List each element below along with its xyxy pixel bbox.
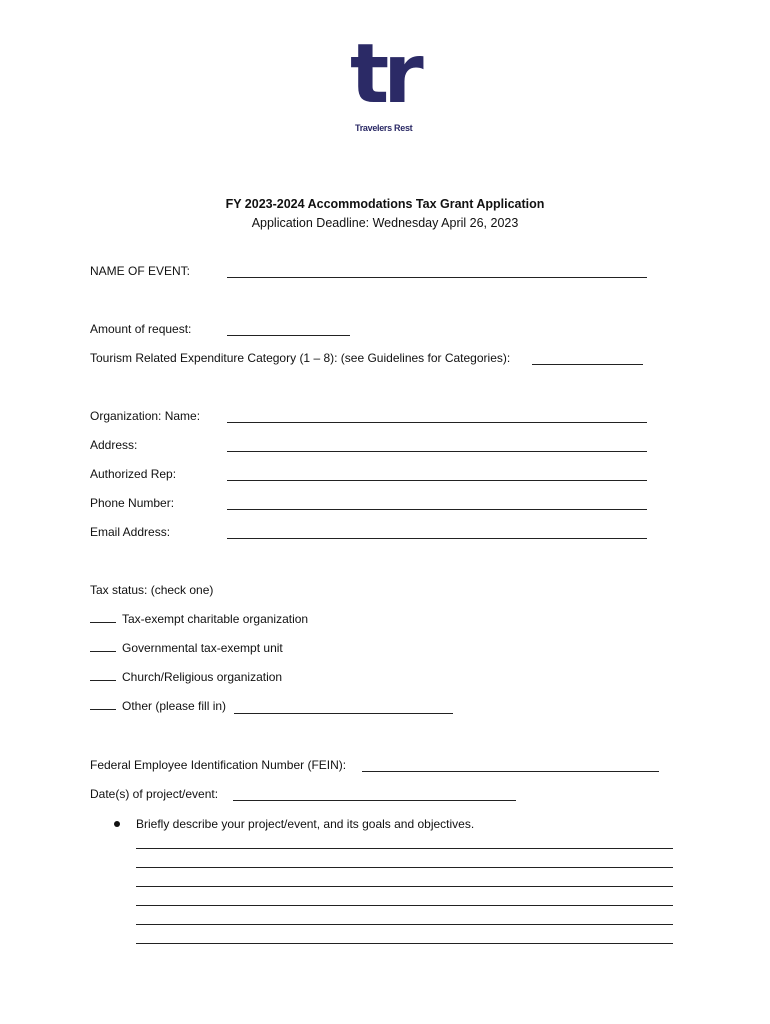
tax-option-other[interactable] bbox=[90, 699, 226, 713]
phone-label: Phone Number: bbox=[90, 496, 175, 510]
checkbox-blank[interactable] bbox=[90, 670, 116, 681]
rep-field[interactable] bbox=[227, 480, 647, 481]
address-label: Address: bbox=[90, 438, 138, 452]
event-name-field[interactable] bbox=[227, 277, 647, 278]
other-fill-field[interactable] bbox=[234, 713, 453, 714]
category-field[interactable] bbox=[532, 364, 643, 365]
tax-option-label: Tax-exempt charitable organization bbox=[122, 612, 309, 626]
tax-option-church[interactable] bbox=[90, 670, 282, 684]
travelers-rest-logo bbox=[340, 27, 430, 138]
describe-line[interactable] bbox=[136, 943, 673, 944]
amount-label: Amount of request: bbox=[90, 322, 192, 336]
checkbox-blank[interactable] bbox=[90, 699, 116, 710]
dates-field[interactable] bbox=[233, 800, 516, 801]
fein-field[interactable] bbox=[362, 771, 659, 772]
describe-line[interactable] bbox=[136, 924, 673, 925]
tax-option-label: Governmental tax-exempt unit bbox=[122, 641, 283, 655]
rep-label: Authorized Rep: bbox=[90, 467, 177, 481]
tax-option-label: Other (please fill in) bbox=[122, 699, 227, 713]
fein-label: Federal Employee Identification Number (FEIN): bbox=[90, 758, 347, 772]
describe-line[interactable] bbox=[136, 905, 673, 906]
tax-status-label: Tax status: (check one) bbox=[90, 583, 214, 597]
page-title: FY 2023-2024 Accommodations Tax Grant Application bbox=[225, 197, 545, 211]
logo-name: Travelers Rest bbox=[355, 123, 413, 133]
email-label: Email Address: bbox=[90, 525, 171, 539]
org-name-label: Organization: Name: bbox=[90, 409, 201, 423]
event-name-label: NAME OF EVENT: bbox=[90, 264, 191, 278]
application-deadline: Application Deadline: Wednesday April 26, 2023 bbox=[251, 216, 519, 230]
address-field[interactable] bbox=[227, 451, 647, 452]
describe-line[interactable] bbox=[136, 886, 673, 887]
tax-option-label: Church/Religious organization bbox=[122, 670, 283, 684]
tax-option-charitable[interactable] bbox=[90, 612, 308, 626]
describe-line[interactable] bbox=[136, 848, 673, 849]
org-name-field[interactable] bbox=[227, 422, 647, 423]
describe-line[interactable] bbox=[136, 867, 673, 868]
category-label: Tourism Related Expenditure Category (1 – 8): (see Guidelines for Categories): bbox=[90, 351, 511, 365]
dates-label: Date(s) of project/event: bbox=[90, 787, 219, 801]
checkbox-blank[interactable] bbox=[90, 641, 116, 652]
phone-field[interactable] bbox=[227, 509, 647, 510]
amount-field[interactable] bbox=[227, 335, 350, 336]
logo-mark: tr bbox=[350, 27, 418, 122]
bullet-icon bbox=[114, 821, 120, 827]
tax-option-governmental[interactable] bbox=[90, 641, 283, 655]
checkbox-blank[interactable] bbox=[90, 612, 116, 623]
describe-label: Briefly describe your project/event, and its goals and objectives. bbox=[136, 817, 475, 831]
email-field[interactable] bbox=[227, 538, 647, 539]
